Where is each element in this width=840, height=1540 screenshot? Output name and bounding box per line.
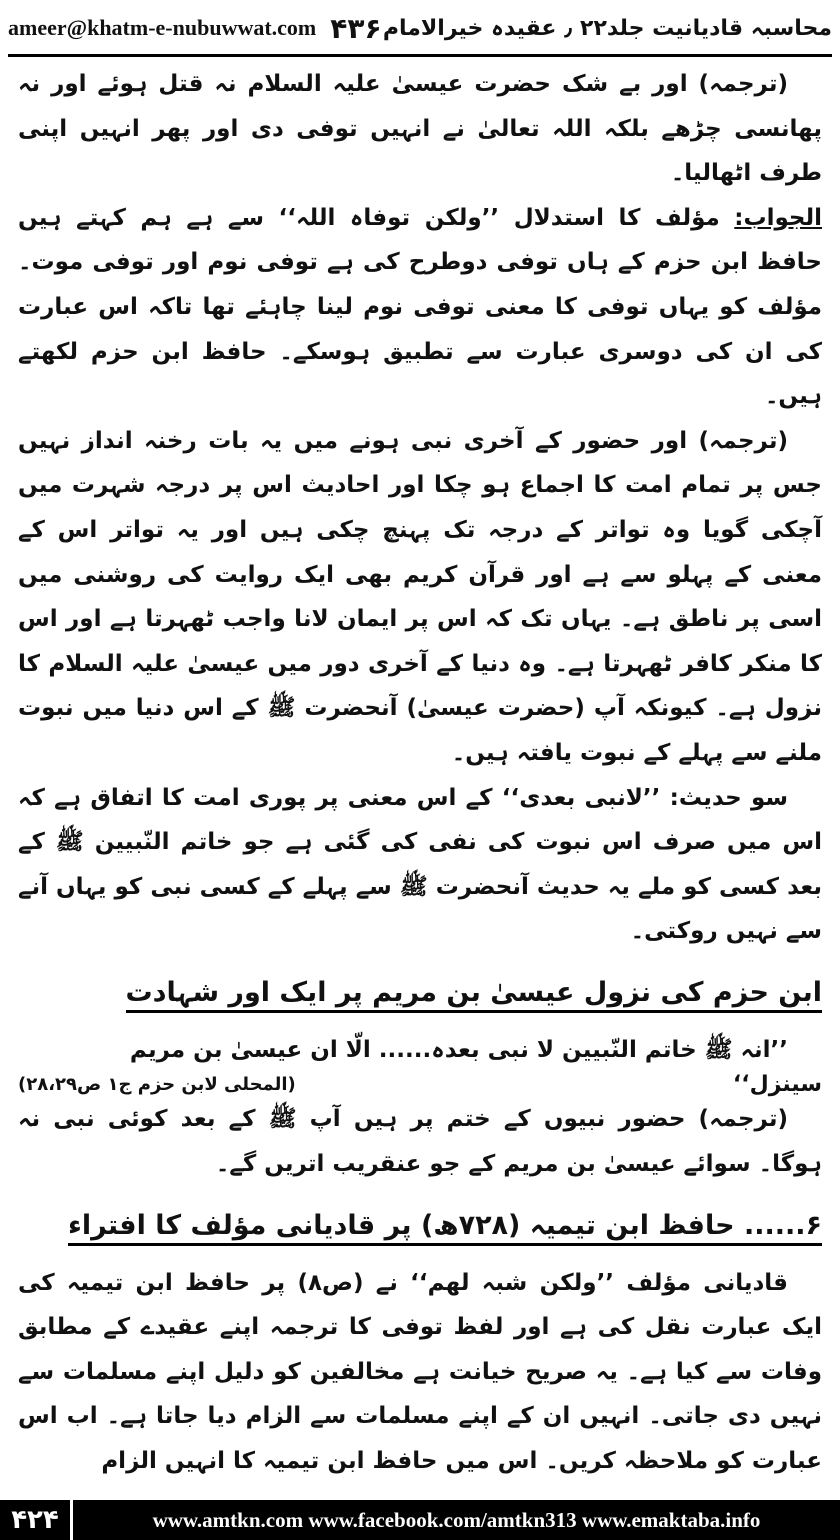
paragraph-translation-3: (ترجمہ) حضور نبیوں کے ختم پر ہیں آپ ﷺ کے بعد کوئی نبی نہ ہوگا۔ سوائے عیسیٰ بن مریم کے جو عنقریب اتریں گے۔ xyxy=(18,1106,822,1178)
header-left xyxy=(8,12,382,45)
section-heading-ibn-hazm: ابن حزم کی نزول عیسیٰ بن مریم پر ایک اور شہادت xyxy=(18,970,822,1016)
paragraph-translation-2: (ترجمہ) اور حضور کے آخری نبی ہونے میں یہ بات رخنہ انداز نہیں جس پر تمام امت کا اجماع ہو چکا اور احادیث اس پر درجہ شہرت میں آچکی گویا وہ تواتر کے درجہ تک پہنچ چکی ہیں اور یہ تواتر اس کے معنی کے پہلو سے ہے اور قرآن کریم بھی ایک روایت کی روشنی میں اسی پر ناطق ہے۔ یہاں تک کہ اس پر ایمان لانا واجب ٹھہرتا ہے اور اس کا منکر کافر ٹھہرتا ہے۔ وہ دنیا کے آخری دور میں عیسیٰ علیہ السلام کا نزول ہے۔ کیونکہ آپ (حضرت عیسیٰ) آنحضرت ﷺ کے اس دنیا میں نبوت ملنے سے پہلے کے نبوت یافتہ ہیں۔ xyxy=(18,427,822,766)
arabic-quote-row-2 xyxy=(18,1072,822,1097)
section-heading-ibn-taymiyya: ۶...... حافظ ابن تیمیہ (۷۲۸ھ) پر قادیانی مؤلف کا افتراء xyxy=(18,1203,822,1249)
paragraph-translation-1: (ترجمہ) اور بے شک حضرت عیسیٰ علیہ السلام نہ قتل ہوئے اور نہ پھانسی چڑھے بلکہ اللہ تعالیٰ نے انہیں توفی دی اور پھر انہیں اپنی طرف اٹھالیا۔ xyxy=(18,71,822,187)
paragraph-qadiani-author: قادیانی مؤلف ’’ولکن شبہ لھم‘‘ نے (ص۸) پر حافظ ابن تیمیہ کی ایک عبارت نقل کی ہے اور لفظ توفی کا ترجمہ اپنے عقیدے کے مطابق وفات سے کیا ہے۔ یہ صریح خیانت ہے مخالفین کو دلیل اپنے مسلمات سے نہیں دی جاتی۔ انہیں ان کے اپنے مسلمات سے الزام دیا جاتا ہے۔ اب اس عبارت کو ملاحظہ کریں۔ اس میں حافظ ابن تیمیہ کا انہیں الزام xyxy=(18,1269,822,1475)
answer-label: الجواب: xyxy=(734,204,822,231)
header-rule xyxy=(8,54,832,57)
arabic-quote-line-2: سینزل‘‘ xyxy=(732,1072,822,1098)
header-title: محاسبہ قادیانیت جلد۲۲ ٫ عقیدہ خیرالامام xyxy=(382,15,832,41)
header-page-number: ۴۳۶ xyxy=(330,11,382,45)
page-footer xyxy=(0,1500,840,1540)
page-header xyxy=(8,4,832,52)
paragraph-answer xyxy=(18,196,822,419)
page-content xyxy=(18,62,822,1484)
header-email: ameer@khatm-e-nubuwwat.com xyxy=(8,15,317,40)
arabic-quote-line-1: ’’انہ ﷺ خاتم النّبیین لا نبی بعدہ...... الّا ان عیسیٰ بن مریم xyxy=(129,1036,788,1063)
paragraph-hadith: سو حدیث: ’’لانبی بعدی‘‘ کے اس معنی پر پوری امت کا اتفاق ہے کہ اس میں صرف اس نبوت کی نفی کی گئی ہے جو خاتم النّبیین ﷺ کے بعد کسی کو ملے یہ حدیث آنحضرت ﷺ سے پہلے کے کسی نبی کو یہاں آنے سے نہیں روکتی۔ xyxy=(18,784,822,945)
answer-text: مؤلف کا استدلال ’’ولکن توفاہ اللہ‘‘ سے ہے ہم کہتے ہیں حافظ ابن حزم کے ہاں توفی دوطرح کی ہے توفی نوم اور توفی موت۔ مؤلف کو یہاں توفی کا معنی توفی نوم لینا چاہئے تھا تاکہ اس عبارت کی ان کی دوسری عبارت سے تطبیق ہوسکے۔ حافظ ابن حزم لکھتے ہیں۔ xyxy=(18,204,822,410)
footer-links: www.amtkn.com www.facebook.com/amtkn313 www.emaktaba.info xyxy=(152,1507,761,1532)
arabic-reference: (المحلی لابن حزم ج۱ ص۲۸،۲۹) xyxy=(18,1074,296,1096)
footer-page-number: ۴۲۴ xyxy=(0,1500,73,1540)
